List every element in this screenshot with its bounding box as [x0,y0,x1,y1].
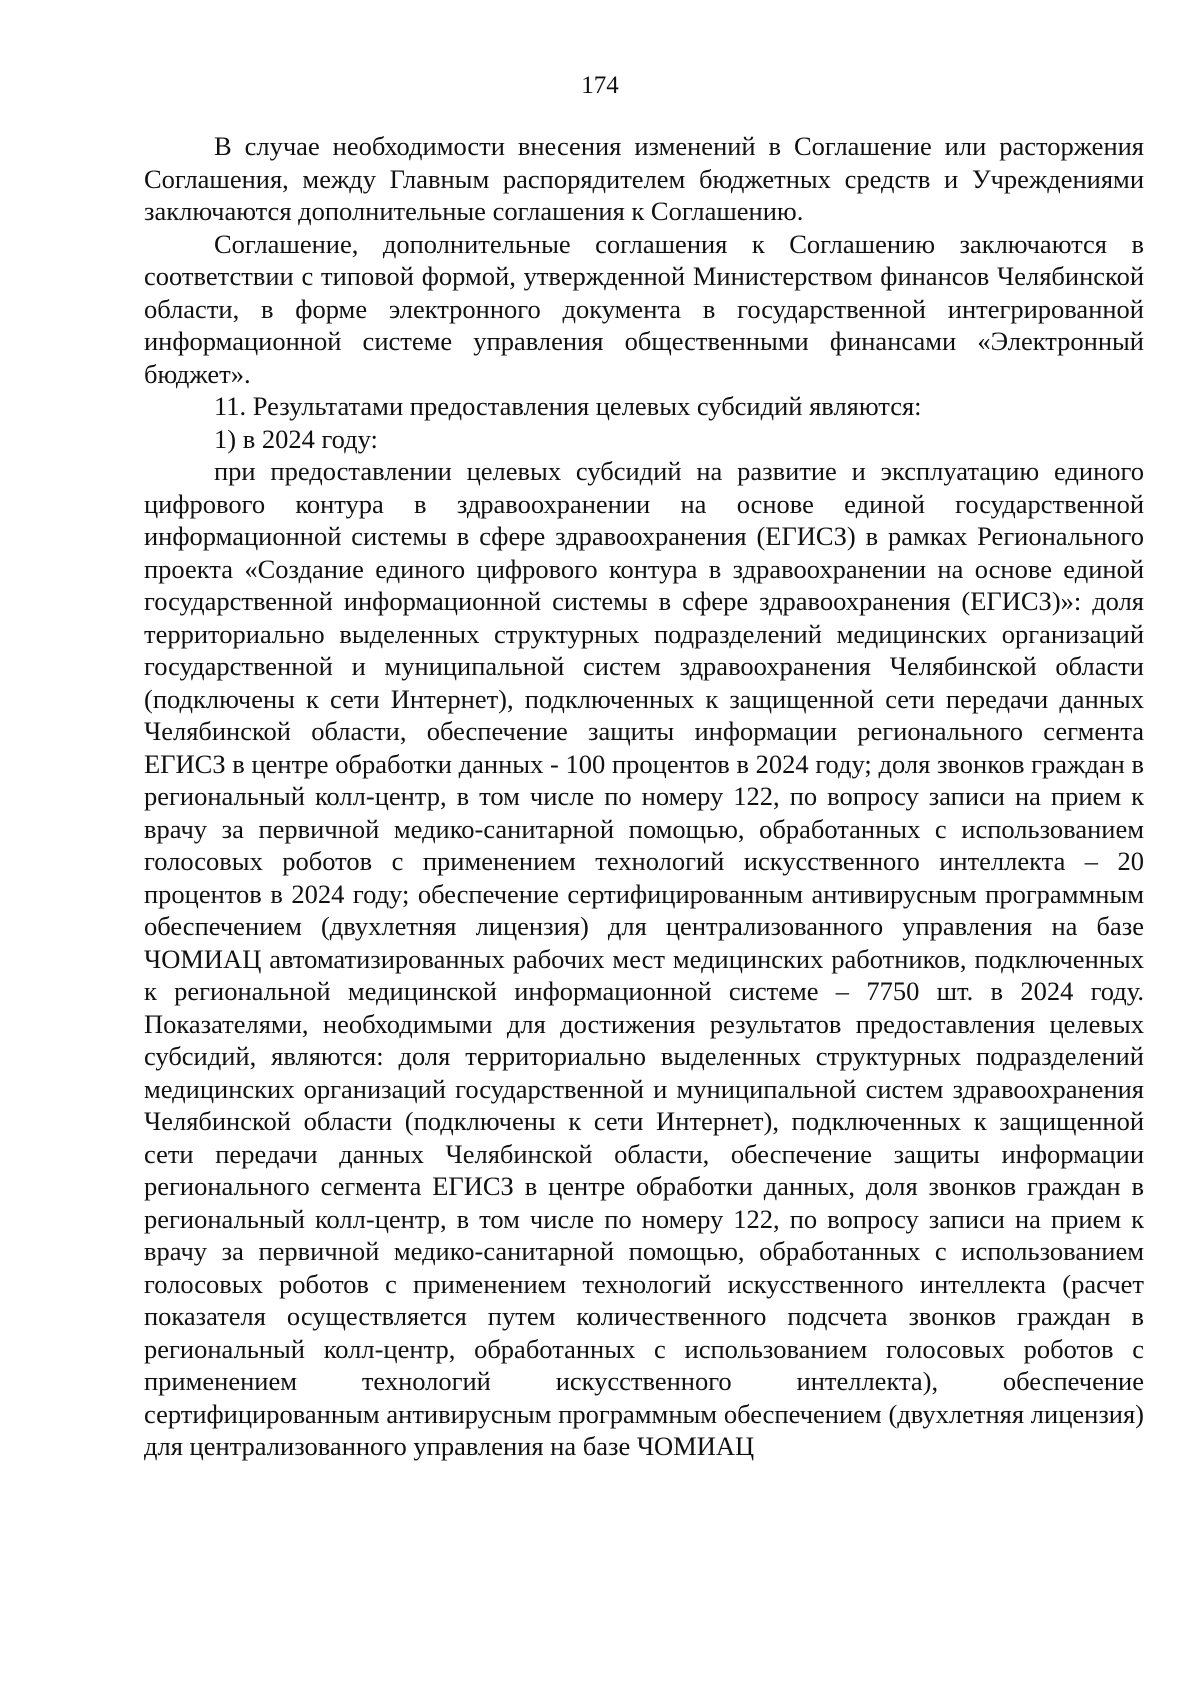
paragraph-digital-contour-results: при предоставлении целевых субсидий на развитие и эксплуатацию единого цифрового контура в здравоохранении на основе единой государственной информационной системы в сфере здравоохранения (ЕГИСЗ) в рамках Регионального проекта «Создание единого цифрового контура в здравоохранении на основе единой государственной информационной системы в сфере здравоохранения (ЕГИСЗ)»: доля территориально выделенных структурных подразделений медицинских организаций государственной и муниципальной систем здравоохранения Челябинской области (подключены к сети Интернет), подключенных к защищенной сети передачи данных Челябинской области, обеспечение защиты информации регионального сегмента ЕГИСЗ в центре обработки данных - 100 процентов в 2024 году; доля звонков граждан в региональный колл-центр, в том числе по номеру 122, по вопросу записи на прием к врачу за первичной медико-санитарной помощью, обработанных с использованием голосовых роботов с применением технологий искусственного интеллекта – 20 процентов в 2024 году; обеспечение сертифицированным антивирусным программным обеспечением (двухлетняя лицензия) для централизованного управления на базе ЧОМИАЦ автоматизированных рабочих мест медицинских работников, подключенных к региональной медицинской информационной системе – 7750 шт. в 2024 году. Показателями, необходимыми для достижения результатов предоставления целевых субсидий, являются: доля территориально выделенных структурных подразделений медицинских организаций государственной и муниципальной систем здравоохранения Челябинской области (подключены к сети Интернет), подключенных к защищенной сети передачи данных Челябинской области, обеспечение защиты информации регионального сегмента ЕГИСЗ в центре обработки данных, доля звонков граждан в региональный колл-центр, в том числе по номеру 122, по вопросу записи на прием к врачу за первичной медико-санитарной помощью, обработанных с использованием голосовых роботов с применением технологий искусственного интеллекта (расчет показателя осуществляется путем количественного подсчета звонков граждан в региональный колл-центр, обработанных с использованием голосовых роботов с применением технологий искусственного интеллекта), обеспечение сертифицированным антивирусным программным обеспечением (двухлетняя лицензия) для централизованного управления на базе ЧОМИАЦ [144,456,1144,1461]
paragraph-results-heading: 11. Результатами предоставления целевых субсидий являются: [214,391,922,421]
document-body [144,130,1144,1463]
paragraph-year-2024: 1) в 2024 году: [214,423,378,454]
page-number: 174 [581,72,619,99]
paragraph-agreement-changes: В случае необходимости внесения изменений в Соглашение или расторжения Соглашения, между Главным распорядителем бюджетных средств и Учреждениями заключаются дополнительные соглашения к Соглашению. [144,131,1144,226]
paragraph-agreement-form: Соглашение, дополнительные соглашения к Соглашению заключаются в соответствии с типовой формой, утвержденной Министерством финансов Челябинской области, в форме электронного документа в государственной интегрированной информационной системе управления общественными финансами «Электронный бюджет». [144,228,1144,389]
